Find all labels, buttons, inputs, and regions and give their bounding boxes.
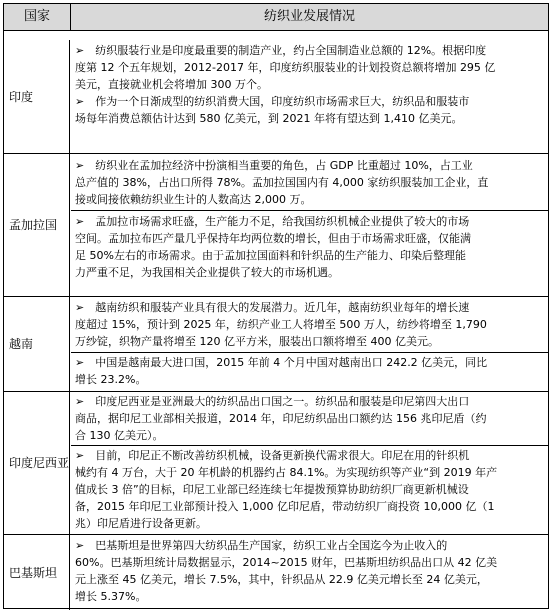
text-line: 力严重不足，为我国相关企业提供了较大的市场机遇。 <box>75 266 339 279</box>
country-cell: 孟加拉国 <box>4 154 70 296</box>
text-line: 度超过 15%，预计到 2025 年，纺织产业工人将增至 500 万人，纺纱将增至 1,790 <box>75 318 487 331</box>
text-line: 总产值的 38%，占出口所得 78%。孟加拉国国内有 4,000 家纺织服装加工企业，直 <box>75 176 489 189</box>
text-line: 美元，直接就业机会将增加 300 万个。 <box>75 78 268 91</box>
country-cell: 印度 <box>4 40 70 153</box>
content-cell <box>71 154 548 296</box>
text-line: ➢ 孟加拉市场需求旺盛，生产能力不足，给我国纺织机械企业提供了较大的市场 <box>75 215 470 228</box>
table-header <box>4 4 548 31</box>
table-row <box>4 297 548 392</box>
text-line: 商品，据印尼工业部相关报道，2014 年，印尼纺织品出口额约达 156 兆印尼盾（约 <box>75 412 487 425</box>
content-cell <box>71 40 548 153</box>
textile-table <box>3 3 549 609</box>
text-line: 空间。孟加拉布匹产量几乎保持年均两位数的增长，但由于市场需求旺盛，仅能满 <box>75 232 471 245</box>
table-row <box>4 392 548 535</box>
text-line: 兆）印尼盾进行设备更新。 <box>75 517 207 530</box>
text-line: ➢ 纺织服装行业是印度最重要的制造产业，约占全国制造业总额的 12%。根据印度 <box>75 44 487 57</box>
content-cell <box>71 392 548 534</box>
text-line: ➢ 巴基斯坦是世界第四大纺织品生产国家，纺织工业占全国迄今为止收入的 <box>75 539 448 552</box>
header-country: 国家 <box>4 4 71 30</box>
header-situation: 纺织业发展情况 <box>263 9 355 24</box>
country-cell: 印度尼西亚 <box>4 392 70 534</box>
content-cell <box>71 535 548 610</box>
text-line: 增长 23.2%。 <box>75 373 147 386</box>
table-row <box>4 154 548 297</box>
text-line: 元上涨至 45 亿美元，增长 7.5%，其中，针织品从 22.9 亿美元增长至 24 亿美元， <box>75 573 488 586</box>
text-line: 备，2015 年印尼工业部预计投入 1,000 亿印尼盾，带动纺织厂商投资 10,000 亿（1 <box>75 500 495 513</box>
table-row <box>4 40 548 154</box>
divider <box>71 352 548 353</box>
content-cell <box>71 297 548 391</box>
table-row <box>4 535 548 610</box>
text-line: ➢ 目前，印尼正不断改善纺织机械，设备更新换代需求很大。印尼在用的针织机 <box>75 449 470 462</box>
text-line: 值成长 3 倍”的目标，印尼工业部已经连续七年提拨预算协助纺织厂商更新机械设 <box>75 483 469 496</box>
text-line: 万纱锭，织物产量将增至 120 亿平方米，服装出口额将增至 400 亿美元。 <box>75 335 439 348</box>
text-line: 场每年消费总额估计达到 580 亿美元，到 2021 年将有望达到 1,410 亿美元。 <box>75 112 463 125</box>
divider <box>71 210 548 211</box>
text-line: 60%。巴基斯坦统计局数据显示，2014~2015 财年，巴基斯坦纺织品出口从 42 亿美 <box>75 556 498 569</box>
text-line: ➢ 纺织业在孟加拉经济中扮演相当重要的角色，占 GDP 比重超过 10%，占工业 <box>75 159 473 172</box>
text-line: 增长 5.37%。 <box>75 590 147 603</box>
text-line: ➢ 作为一个日渐成型的纺织消费大国，印度纺织市场需求巨大，纺织品和服装市 <box>75 95 470 108</box>
text-line: 合 130 亿美元）。 <box>75 429 164 442</box>
text-line: 械约有 4 万台，大于 20 年机龄的机器约占 84.1%。为实现纺织等产业“到 2019 年产 <box>75 466 498 479</box>
text-line: 足 50%左右的市场需求。由于孟加拉国面料和针织品的生产能力、印染后整理能 <box>75 249 466 262</box>
text-line: ➢ 越南纺织和服装产业具有很大的发展潜力。近几年，越南纺织业每年的增长速 <box>75 301 470 314</box>
text-line: ➢ 中国是越南最大进口国，2015 年前 4 个月中国对越南出口 242.2 亿美元，同比 <box>75 356 488 369</box>
country-cell: 巴基斯坦 <box>4 535 70 610</box>
text-line: 接或间接依赖纺织业生计的人数高达 2,000 万。 <box>75 193 312 206</box>
country-cell: 越南 <box>4 297 70 391</box>
text-line: 度第 12 个五年规划，2012-2017 年，印度纺织服装业的计划投资总额将增加 295 亿 <box>75 61 496 74</box>
divider <box>71 445 548 446</box>
text-line: ➢ 印度尼西亚是亚洲最大的纺织品出口国之一。纺织品和服装是印尼第四大出口 <box>75 395 470 408</box>
